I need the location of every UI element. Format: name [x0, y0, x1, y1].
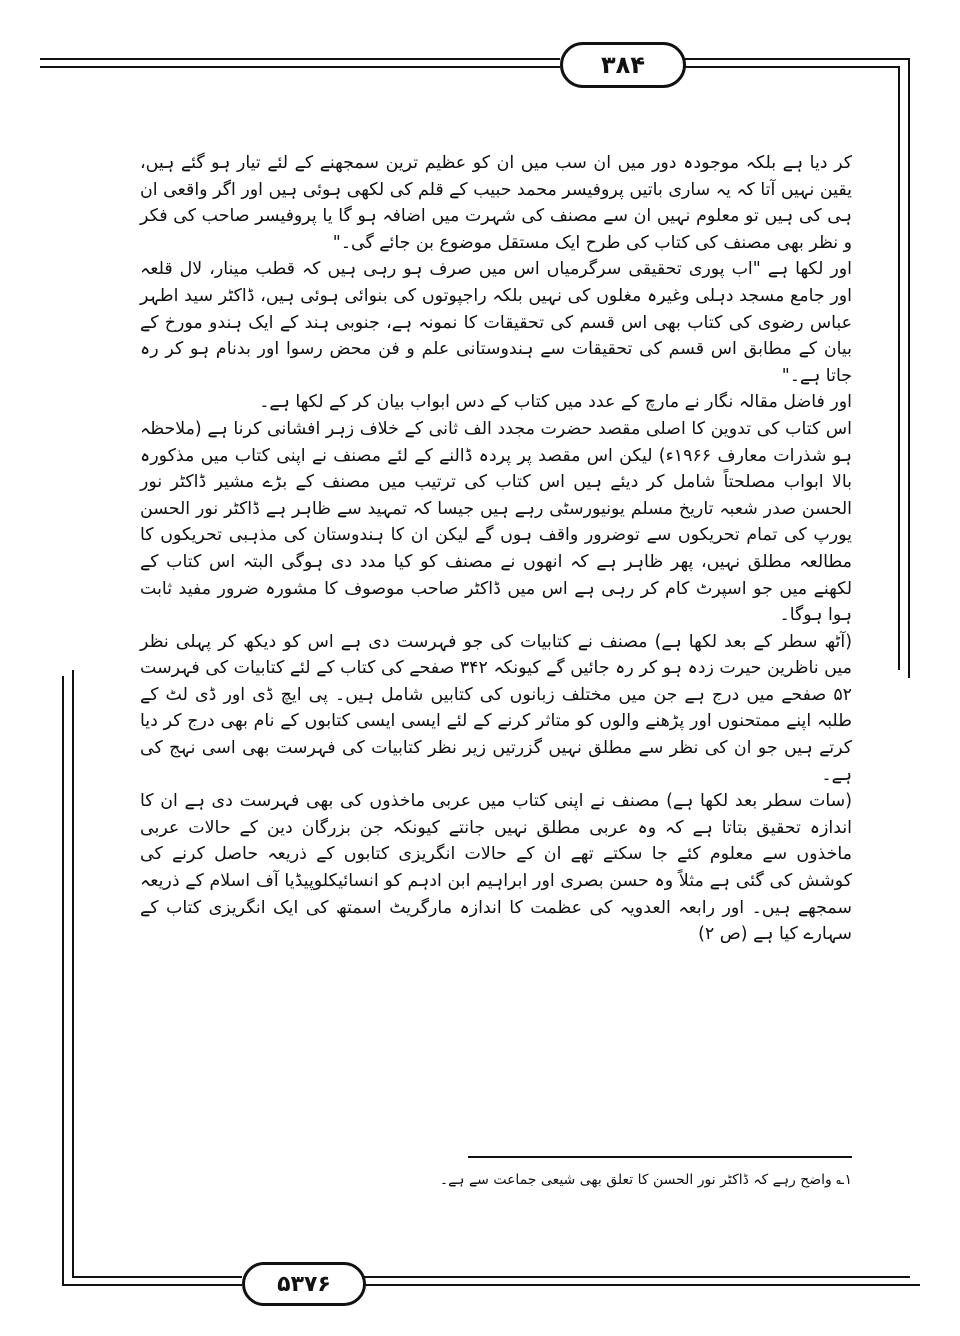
- paragraph-5: (آٹھ سطر کے بعد لکھا ہے) مصنف نے کتابیات کی جو فہرست دی ہے اس کو دیکھ کر پہلی نظر میں ناظرین حیرت زدہ ہو کر رہ جائیں گے کیونکہ ۳۴۲ صفحے کی کتاب کے لئے کتابیات کی فہرست ۵۲ صفحے میں درج ہے جن میں مختلف زبانوں کی کتابیں شامل ہیں۔ پی ایچ ڈی اور ڈی لٹ کے طلبہ اپنے ممتحنوں اور پڑھنے والوں کو متاثر کرنے کے لئے ایسی ایسی کتابوں کے نام بھی درج کر دیا کرتے ہیں جو ان کی نظر سے مطلق نہیں گزرتیں زیر نظر کتابیات کی فہرست بھی اسی نہج کی ہے۔: [140, 631, 852, 785]
- footnote-divider: [468, 1156, 852, 1158]
- frame-top-right-line-1: [680, 58, 910, 60]
- paragraph-4: اس کتاب کی تدوین کا اصلی مقصد حضرت مجدد الف ثانی کے خلاف زہر افشانی کرنا ہے (ملاحظہ ہو شذرات معارف ۱۹۶۶ء) لیکن اس مقصد پر پردہ ڈالنے کے لئے مصنف نے اپنی کتاب میں مذکورہ بالا ابواب مصلحتاً شامل کر دیئے ہیں اس کتاب کی ترتیب میں مصنف کے بڑے مشیر ڈاکٹر نور الحسن صدر شعبہ تاریخ مسلم یونیورسٹی رہے ہیں جیسا کہ تمہید سے ظاہر ہے ڈاکٹر نور الحسن یورپ کی تمام تحریکوں سے توضرور واقف ہوں گے لیکن ان کا ہندوستان کی مذہبی تحریکوں کا مطالعہ مطلق نہیں، پھر ظاہر ہے کہ انھوں نے مصنف کو کیا مدد دی ہوگی البتہ اس کتاب کے لکھنے میں جو اسپرٹ کام کر رہی ہے اس میں ڈاکٹر صاحب موصوف کا مشورہ ضرور مفید ثابت ہوا ہوگا۔: [140, 418, 852, 626]
- frame-top-line-2: [40, 66, 560, 68]
- frame-right-line-2: [898, 66, 900, 670]
- frame-bottom-right-line-1: [360, 1276, 910, 1278]
- frame-top-line-1: [40, 58, 560, 60]
- frame-right-line-1: [908, 58, 910, 678]
- frame-bottom-right-line-2: [360, 1284, 920, 1286]
- page-body: [140, 150, 852, 948]
- frame-left-line-1: [62, 676, 64, 1286]
- frame-top-right-line-2: [680, 66, 900, 68]
- frame-bottom-left-line-1: [62, 1284, 242, 1286]
- page-number-bottom: ۵۳۷۶: [242, 1262, 366, 1306]
- frame-left-line-2: [72, 670, 74, 1278]
- paragraph-6: (سات سطر بعد لکھا ہے) مصنف نے اپنی کتاب میں عربی ماخذوں کی بھی فہرست دی ہے ان کا اندازہ تحقیق بتاتا ہے کہ وہ عربی مطلق نہیں جانتے کیونکہ جن بزرگان دین کے حالات عربی ماخذوں سے معلوم کئے جا سکتے تھے ان کے حالات انگریزی کتابوں کے ذریعہ حاصل کرنے کی کوشش کی گئی ہے مثلاً وہ حسن بصری اور ابراہیم ابن ادہم کو انسائیکلوپیڈیا آف اسلام کے ذریعہ سمجھے ہیں۔ اور رابعہ العدویہ کی عظمت کا اندازہ مارگریٹ اسمتھ کی ایک انگریزی کتاب کے سہارے کیا ہے (ص ۲): [140, 791, 852, 945]
- paragraph-2: اور لکھا ہے "اب پوری تحقیقی سرگرمیاں اس میں صرف ہو رہی ہیں کہ قطب مینار، لال قلعہ اور جامع مسجد دہلی وغیرہ مغلوں کی نہیں بلکہ راجپوتوں کی بنوائی ہوئی ہیں، ڈاکٹر سید اطہر عباس رضوی کی کتاب بھی اس قسم کی تحقیقات کا نمونہ ہے، جنوبی ہند کے ایک ہندو مورخ کے بیان کے مطابق اس قسم کی تحقیقات سے ہندوستانی علم و فن محض رسوا اور بدنام ہو کر رہ جاتا ہے۔": [140, 259, 852, 386]
- paragraph-3: اور فاضل مقالہ نگار نے مارچ کے عدد میں کتاب کے دس ابواب بیان کر کے لکھا ہے۔: [259, 392, 852, 413]
- paragraph-1: کر دیا ہے بلکہ موجودہ دور میں ان سب میں ان کو عظیم ترین سمجھنے کے لئے تیار ہو گئے ہیں، یقین نہیں آتا کہ یہ ساری باتیں پروفیسر محمد حبیب کے قلم کی لکھی ہوئی ہیں اور اگر واقعی ان ہی کی ہیں تو معلوم نہیں ان سے مصنف کی شہرت میں اضافہ ہو گا یا پروفیسر صاحب کی فکر و نظر بھی مصنف کی کتاب کی طرح ایک مستقل موضوع بن جائے گی۔": [140, 153, 852, 253]
- page-number-top: ۳۸۴: [560, 42, 686, 88]
- frame-bottom-left-line-2: [72, 1276, 242, 1278]
- footnote: ۱؎ واضح رہے کہ ڈاکٹر نور الحسن کا تعلق بھی شیعی جماعت سے ہے۔: [439, 1172, 852, 1188]
